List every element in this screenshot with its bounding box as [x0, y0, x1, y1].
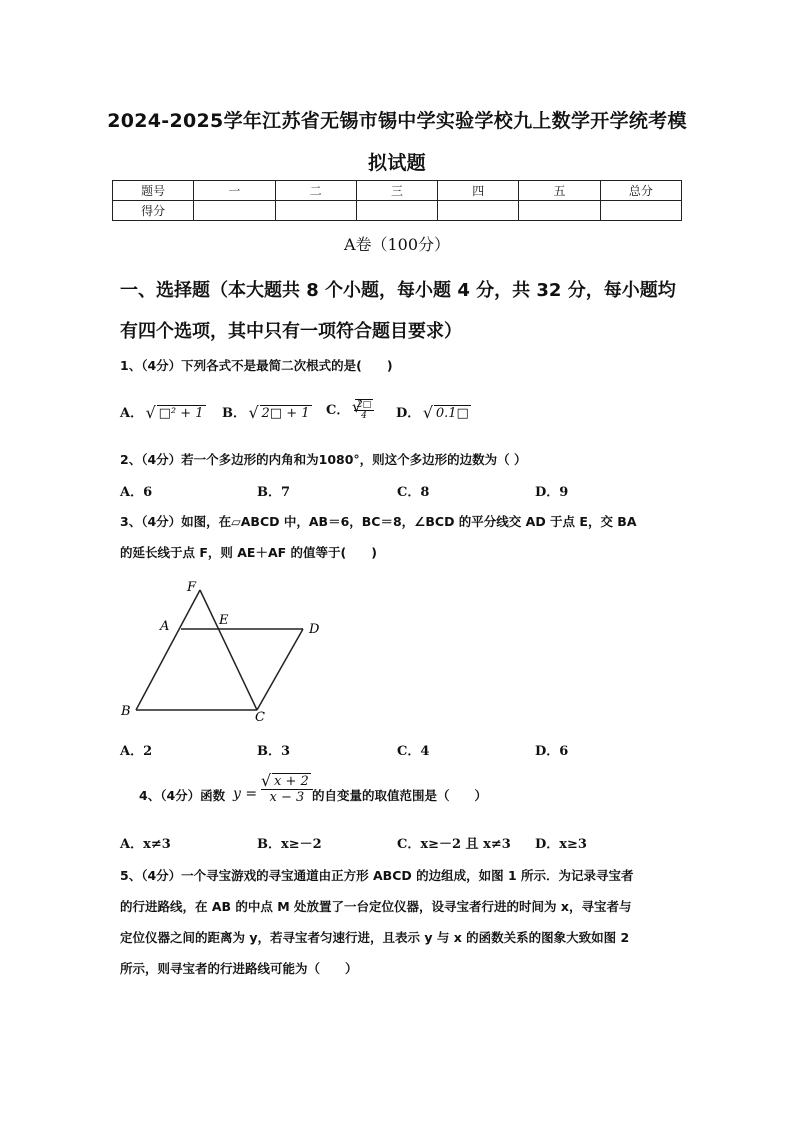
score-header-cell: 五	[519, 181, 600, 201]
q1-option-c-label: C．	[326, 403, 350, 418]
label-a: A	[160, 619, 170, 634]
q3-option-c[interactable]: C．4	[397, 744, 430, 759]
score-cell[interactable]	[438, 201, 519, 221]
score-cell[interactable]	[600, 201, 681, 221]
score-cell[interactable]	[194, 201, 275, 221]
q4-fraction	[261, 774, 313, 805]
q2-option-d[interactable]: D．9	[535, 485, 569, 500]
q4-option-d[interactable]: D．x≥3	[535, 837, 587, 852]
label-b: B	[121, 704, 131, 719]
question-5-line2: 的行进路线，在 AB 的中点 M 处放置了一台定位仪器，设寻宝者行进的时间为 x，寻宝者与	[120, 899, 632, 914]
q1-option-d[interactable]	[396, 402, 471, 421]
section-a-heading: A卷（100分）	[343, 235, 451, 254]
q3-option-a[interactable]: A．2	[120, 744, 153, 759]
segment-bf	[136, 590, 200, 710]
score-cell[interactable]	[519, 201, 600, 221]
label-e: E	[219, 613, 229, 628]
score-header-cell: 二	[275, 181, 356, 201]
q4-option-a[interactable]: A．x≠3	[120, 837, 171, 852]
q1-option-a-label: A．	[120, 406, 144, 421]
q3-parallelogram-figure	[115, 572, 325, 732]
score-header-cell: 三	[356, 181, 437, 201]
label-c: C	[255, 710, 265, 725]
q3-option-d[interactable]: D．6	[535, 744, 569, 759]
score-row-label: 得分	[113, 201, 194, 221]
question-5-line3: 定位仪器之间的距离为 y，若寻宝者匀速行进，且表示 y 与 x 的函数关系的图象大致如图 2	[120, 930, 630, 945]
segment-fc	[200, 590, 257, 710]
score-header-cell: 题号	[113, 181, 194, 201]
segment-cd	[257, 629, 303, 710]
score-table	[112, 180, 682, 221]
score-cell[interactable]	[356, 201, 437, 221]
question-4-suffix: 的自变量的取值范围是（ ）	[312, 788, 488, 803]
q4-numerator: x + 2	[274, 774, 309, 789]
question-5-line4: 所示，则寻宝者的行进路线可能为（ ）	[120, 961, 358, 976]
q4-denominator: x − 3	[269, 790, 305, 805]
q1-option-a-expr: □² + 1	[158, 406, 204, 421]
question-4-prefix: 4、（4分）函数	[139, 788, 226, 803]
q1-option-b-expr: 2□ + 1	[261, 406, 310, 421]
score-cell[interactable]	[275, 201, 356, 221]
label-f: F	[187, 580, 197, 595]
question-3-stem-line2: 的延长线于点 F，则 AE＋AF 的值等于( )	[120, 545, 377, 560]
q1-option-d-label: D．	[396, 406, 421, 421]
section-one-heading-line2: 有四个选项，其中只有一项符合题目要求）	[120, 321, 462, 342]
q1-option-b-label: B．	[222, 406, 246, 421]
q1-option-b[interactable]	[222, 402, 312, 421]
q2-option-a[interactable]: A．6	[120, 485, 153, 500]
question-1-stem: 1、（4分）下列各式不是最简二次根式的是( )	[120, 358, 393, 373]
q1-option-c-num: 2□	[356, 400, 372, 410]
q4-option-c[interactable]: C．x≥－2 且 x≠3	[397, 837, 511, 852]
exam-title-line2: 拟试题	[368, 152, 426, 174]
q1-option-c-den: 4	[361, 411, 367, 421]
q3-option-b[interactable]: B．3	[257, 744, 291, 759]
score-header-cell: 四	[438, 181, 519, 201]
q1-option-d-expr: 0.1□	[435, 406, 469, 421]
score-table-header-row	[113, 181, 682, 201]
question-5-line1: 5、（4分）一个寻宝游戏的寻宝通道由正方形 ABCD 的边组成，如图 1 所示．为记录寻宝者	[120, 868, 634, 883]
score-header-cell: 总分	[600, 181, 681, 201]
score-table-score-row	[113, 201, 682, 221]
label-d: D	[309, 622, 320, 637]
q1-option-c[interactable]	[326, 399, 374, 421]
score-header-cell: 一	[194, 181, 275, 201]
exam-title-line1: 2024-2025学年江苏省无锡市锡中学实验学校九上数学开学统考模	[107, 110, 687, 132]
q4-option-b[interactable]: B．x≥－2	[257, 837, 322, 852]
section-one-heading-line1: 一、选择题（本大题共 8 个小题，每小题 4 分，共 32 分，每小题均	[120, 280, 676, 301]
question-3-stem-line1: 3、（4分）如图，在▱ABCD 中，AB＝6，BC＝8，∠BCD 的平分线交 AD 于点 E，交 BA	[120, 514, 637, 529]
q1-option-a[interactable]	[120, 402, 206, 421]
question-2-stem: 2、（4分）若一个多边形的内角和为1080°，则这个多边形的边数为（ ）	[120, 452, 527, 467]
q4-y-equals: y =	[233, 786, 258, 802]
q2-option-c[interactable]: C．8	[397, 485, 430, 500]
q2-option-b[interactable]: B．7	[257, 485, 291, 500]
